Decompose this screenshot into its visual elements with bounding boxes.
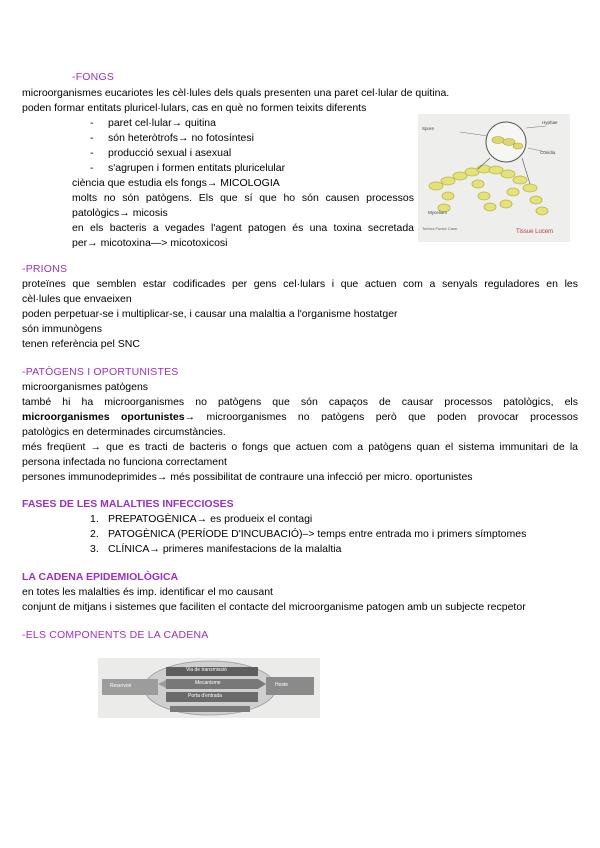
section-heading-patogens: -PATÒGENS I OPORTUNISTES xyxy=(22,366,179,378)
diagram-left-box: Reservori xyxy=(110,683,132,689)
prions-line-2: cèl·lules que envaeixen xyxy=(22,293,132,305)
diagram-top-label: Via de transmissió xyxy=(186,667,227,673)
diagram-arrow-label: Mecanisme xyxy=(195,680,221,686)
fungus-brand: Tissue Lucem xyxy=(516,229,554,235)
fases-item-1: 1. PREPATOGÈNICA→ es produeix el contagi xyxy=(90,513,313,525)
fongs-micosis: patològics→ micosis xyxy=(72,207,168,219)
patogens-line-3: microorganismes oportunistes→ microorganismes no patògens però que poden provocar processos xyxy=(22,411,578,423)
section-heading-cadena: LA CADENA EPIDEMIOLÒGICA xyxy=(22,571,179,583)
chain-diagram xyxy=(98,658,320,718)
fongs-micologia: ciència que estudia els fongs→ MICOLOGIA xyxy=(72,177,280,189)
fungus-label-mycelium: Mycelium xyxy=(428,210,448,215)
diagram-bottom-label: Porta d'entrada xyxy=(188,693,223,699)
fongs-bullet-3: - producció sexual i asexual xyxy=(90,147,232,159)
diagram-right-box: Hoste xyxy=(275,682,289,688)
fongs-bullet-1: - paret cel·lular→ quitina xyxy=(90,117,216,129)
prions-line-4: són immunògens xyxy=(22,323,102,335)
cadena-line-1: en totes les malalties és imp. identificar el mo causant xyxy=(22,586,273,598)
patogens-line-1: microorganismes patògens xyxy=(22,381,149,393)
patogens-line-7: persones immunodeprimides→ més possibilitat de contraure una infecció per micro. oportunistes xyxy=(22,471,473,483)
fongs-bullet-4: - s'agrupen i formen entitats pluricelular xyxy=(90,162,286,174)
cadena-line-2: conjunt de mitjans i sistemes que faciliten el contacte del microorganisme patogen amb un subjecte recpetor xyxy=(22,601,526,613)
prions-line-3: poden perpetuar-se i multiplicar-se, i causar una malaltia a l'organisme hostatger xyxy=(22,308,398,320)
fongs-line-1: microorganismes eucariotes les cèl·lules dels quals presenten una paret cel·lular de quitina. xyxy=(22,87,450,99)
fungus-drawing xyxy=(418,114,570,242)
fases-item-3: 3. CLÍNICA→ primeres manifestacions de la malaltia xyxy=(90,543,342,555)
section-heading-prions: -PRIONS xyxy=(22,263,68,275)
patogens-line-5: més freqüent → que es tracti de bacteris o fongs que actuen com a patògens quan el sistema immunitari de la xyxy=(22,441,578,453)
patogens-line-6: persona infectada no funciona correctament xyxy=(22,456,227,468)
prions-line-5: tenen referència pel SNC xyxy=(22,338,140,350)
fongs-bullet-2: - són heteròtrofs→ no fotosíntesi xyxy=(90,132,254,144)
oportunistes-term: microorganismes oportunistes xyxy=(22,411,185,423)
section-heading-fongs: -FONGS xyxy=(72,71,115,83)
fongs-line-2: poden formar entitats pluricel·lulars, cas en què no formen teixits diferents xyxy=(22,102,367,114)
fungus-illustration xyxy=(418,114,570,242)
patogens-line-2: també hi ha microorganismes no patògens que són capaços de causar processos patològics, els xyxy=(22,396,578,408)
prions-line-1: proteïnes que semblen estar codificades per gens cel·lulars i que actuen com a senyals reguladores en les xyxy=(22,278,578,290)
patogens-line-4: patològics en determinades circumstàncies. xyxy=(22,426,226,438)
section-heading-components: -ELS COMPONENTS DE LA CADENA xyxy=(22,629,209,641)
section-heading-fases: FASES DE LES MALALTIES INFECCIOSES xyxy=(22,498,234,510)
fongs-toxina-line: en els bacteris a vegades l'agent patogen és una toxina secretada xyxy=(72,222,414,234)
fungus-caption: Tortora Funke Case xyxy=(422,226,458,231)
fongs-micotoxina: per→ micotoxina—> micotoxicosi xyxy=(72,237,228,249)
fungus-label-conidia: Conidia xyxy=(540,150,556,155)
fongs-patogens-line: molts no són patògens. Els que sí que ho són causen processos xyxy=(72,192,414,204)
fungus-label-hyphae: Hyphae xyxy=(542,120,558,125)
fungus-label-spore: Spore xyxy=(422,126,435,131)
fases-item-2: 2. PATOGÈNICA (PERÍODE D'INCUBACIÓ)–> temps entre entrada mo i primers símptomes xyxy=(90,528,527,540)
